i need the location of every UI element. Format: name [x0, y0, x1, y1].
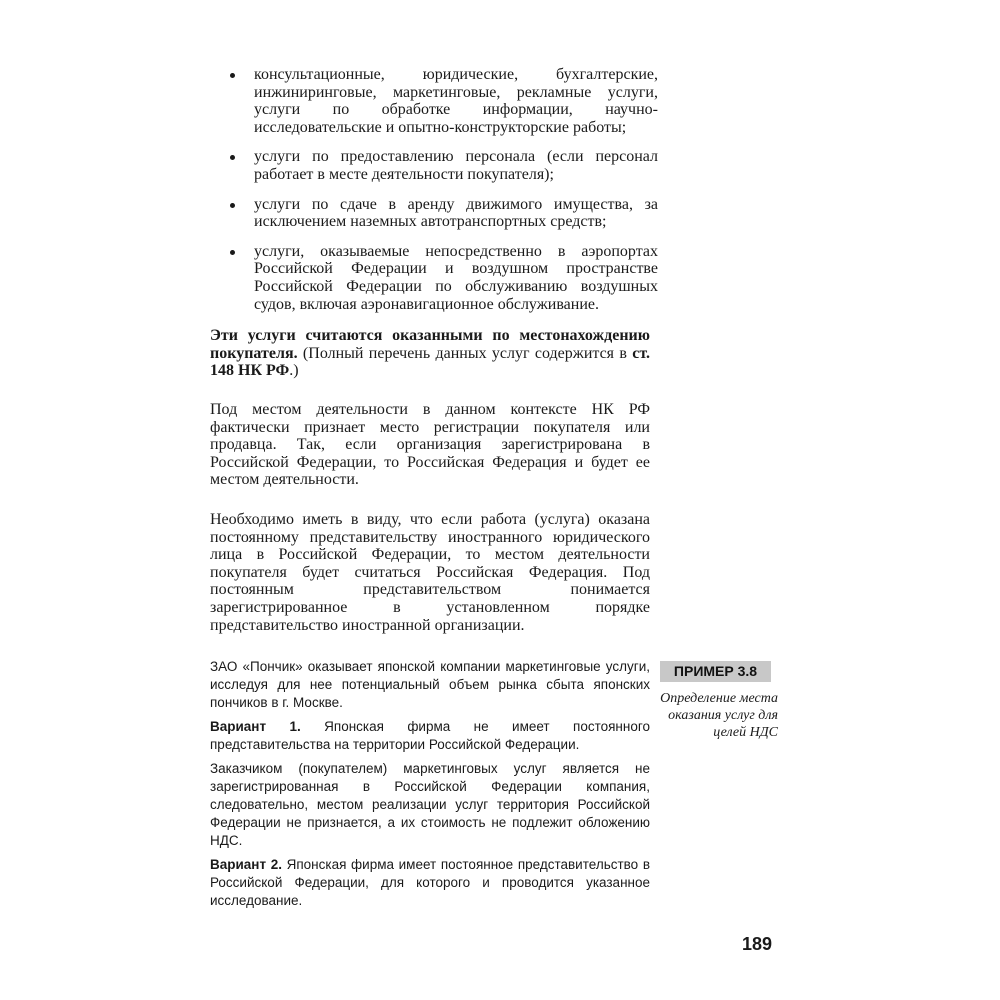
example-caption: Определение места оказания услуг для целей НДС	[660, 691, 778, 740]
variant-2-text: Японская фирма имеет постоянное представительство в Российской Федерации, для которого и проводится указанное исследование.	[210, 857, 650, 908]
bullet-icon	[230, 155, 235, 160]
bullet-text: услуги по предоставлению персонала (если персонал работает в месте деятельности покупателя);	[254, 148, 658, 183]
rule-text-after: .)	[289, 362, 299, 380]
example-intro: ЗАО «Пончик» оказывает японской компании маркетинговые услуги, исследуя для нее потенциальный объем рынка сбыта японских пончиков в г. Москве.	[210, 659, 650, 710]
bullet-item	[228, 66, 658, 136]
bullet-icon	[230, 73, 235, 78]
variant-1-text: Японская фирма не имеет постоянного представительства на территории Российской Федерации.	[210, 719, 650, 752]
example-variant-1-conclusion: Заказчиком (покупателем) маркетинговых услуг является не зарегистрированная в Российской Федерации компания, следовательно, местом реализации услуг территория Российской Федерации не признается, а их стоимость не подлежит обложению НДС.	[210, 761, 650, 848]
rule-bold-text: Эти услуги считаются оказанными по местонахождению покупателя.	[210, 327, 650, 362]
example-label-badge: ПРИМЕР 3.8	[660, 661, 771, 682]
bullet-text: услуги, оказываемые непосредственно в аэропортах Российской Федерации и воздушном пространстве Российской Федерации по обслуживанию воздушных судов, включая аэронавигационное обслуживание.	[254, 242, 658, 313]
activity-place-paragraph: Под местом деятельности в данном контексте НК РФ фактически признает место регистрации покупателя или продавца. Так, если организация зарегистрирована в Российской Федерации, то Российская Федерация и будет ее местом деятельности.	[210, 401, 650, 489]
bullet-icon	[230, 250, 235, 255]
representation-paragraph: Необходимо иметь в виду, что если работа (услуга) оказана постоянному представительству иностранного юридического лица в Российской Федерации, то местом деятельности покупателя будет считаться Российская Федерация. Под постоянным представительством понимается зарегистрированное в установленном порядке представительство иностранной организации.	[210, 511, 650, 634]
rule-paragraph	[210, 327, 650, 380]
example-variant-1	[210, 718, 650, 754]
law-reference: ст. 148 НК РФ	[210, 344, 650, 380]
page-number: 189	[741, 934, 772, 954]
example-variant-2	[210, 856, 650, 910]
bullet-text: консультационные, юридические, бухгалтерские, инжиниринговые, маркетинговые, рекламные услуги, услуги по обработке информации, научно-исследовательские и опытно-конструкторские работы;	[254, 66, 658, 136]
bullet-item	[228, 148, 658, 183]
bullet-text: услуги по сдаче в аренду движимого имущества, за исключением наземных автотранспортных средств;	[254, 195, 658, 231]
bullet-icon	[230, 203, 235, 208]
example-block	[210, 658, 650, 916]
bullet-item	[228, 243, 658, 313]
bullet-item	[228, 196, 658, 231]
variant-1-label: Вариант 1.	[210, 719, 301, 734]
rule-text-before: (Полный перечень данных услуг содержится в	[297, 344, 633, 362]
services-bullet-list	[228, 66, 658, 325]
variant-2-label: Вариант 2.	[210, 857, 282, 872]
